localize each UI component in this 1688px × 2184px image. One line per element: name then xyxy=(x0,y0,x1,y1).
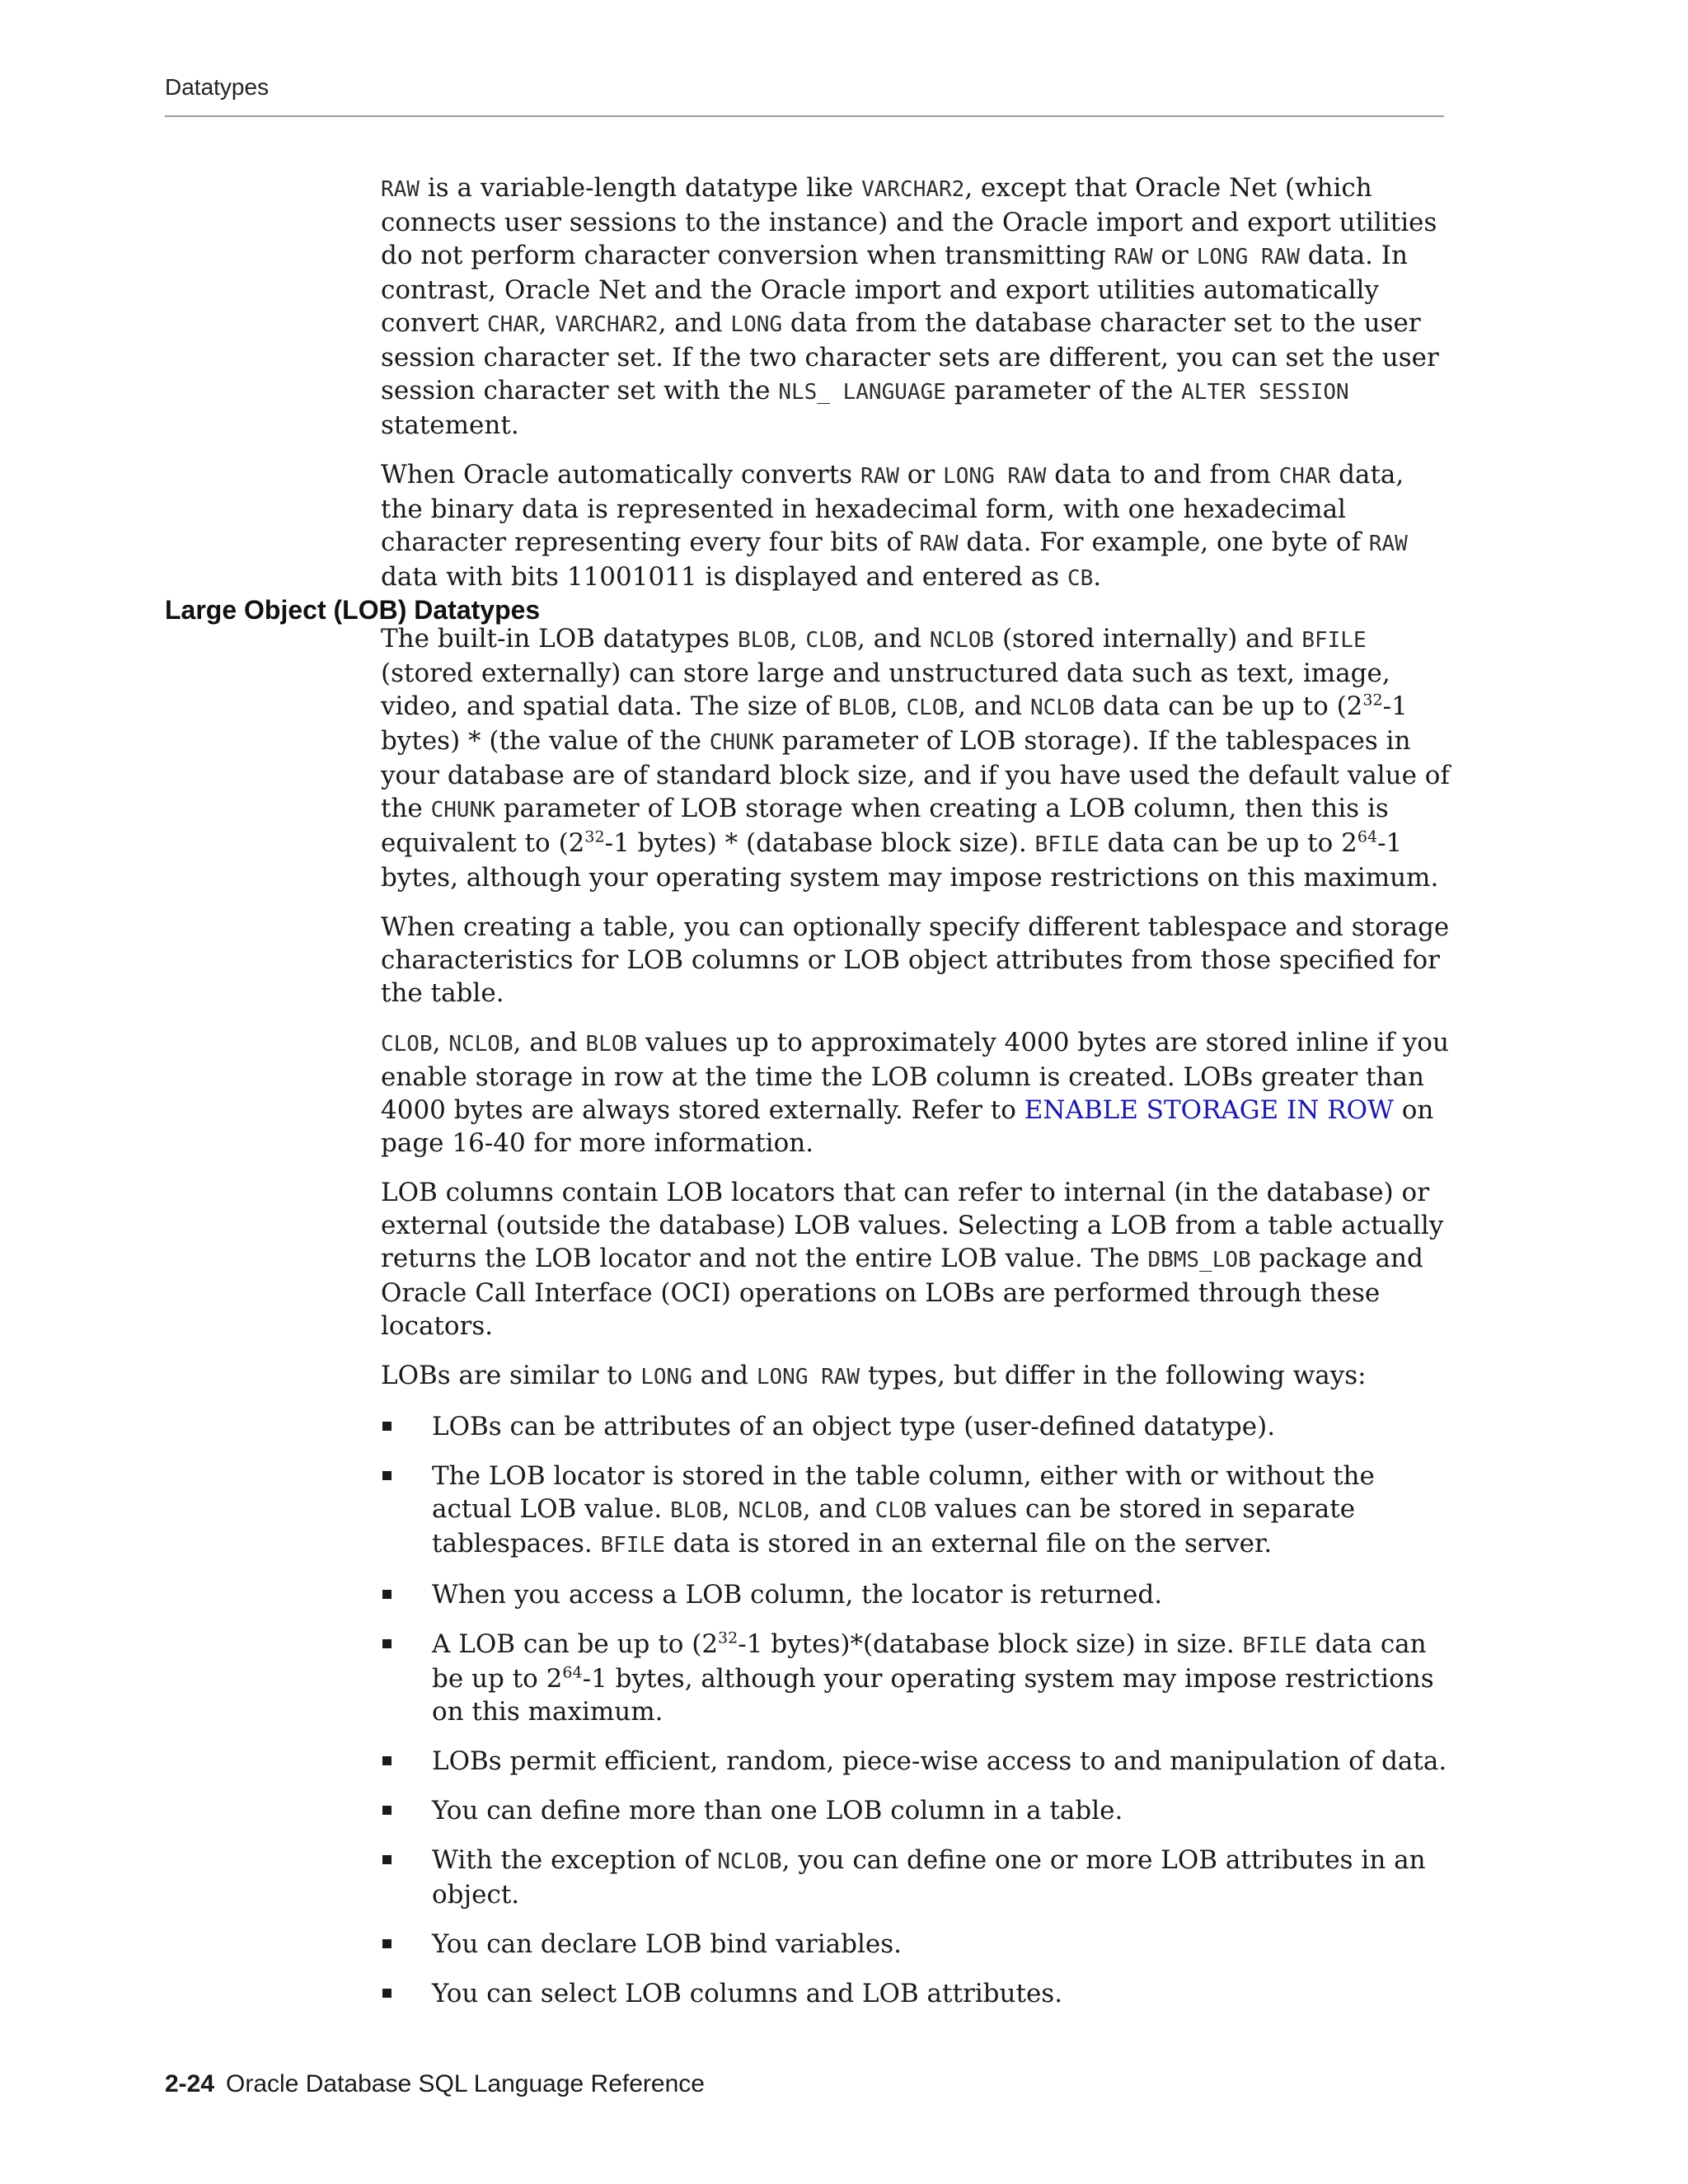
code-term: VARCHAR2 xyxy=(555,312,659,337)
text-run: on page 16-40 for more information. xyxy=(381,1095,1434,1158)
text-run: , you can define one or more LOB attributes in an object. xyxy=(432,1845,1426,1910)
text-run: , xyxy=(889,691,907,721)
text-run: LOBs permit efficient, random, piece-wise access to and manipulation of data. xyxy=(432,1746,1447,1776)
text-run: , xyxy=(721,1494,738,1524)
code-term: CLOB xyxy=(874,1498,927,1523)
text-run: data. In contrast, Oracle Net and the Oracle import and export utilities automatically convert xyxy=(381,241,1408,338)
lob-paragraph-5 xyxy=(381,1359,1452,1394)
text-run: or xyxy=(1152,241,1197,270)
bullet-square-icon xyxy=(382,1422,392,1431)
code-term: ALTER SESSION xyxy=(1181,380,1349,405)
text-run: data can be up to 2 xyxy=(432,1629,1427,1694)
code-term: RAW xyxy=(860,464,899,489)
text-run: You can define more than one LOB column in a table. xyxy=(432,1796,1123,1825)
code-term: LONG xyxy=(640,1365,692,1390)
exponent: 64 xyxy=(1357,827,1378,846)
code-term: VARCHAR2 xyxy=(861,177,965,202)
list-item xyxy=(381,1745,1452,1778)
lob-paragraph-1 xyxy=(381,622,1452,894)
code-term: RAW xyxy=(381,177,420,202)
text-run: data. For example, one byte of xyxy=(958,527,1369,557)
lob-section xyxy=(381,622,1452,2027)
text-run: package and Oracle Call Interface (OCI) operations on LOBs are performed through these locators. xyxy=(381,1244,1423,1341)
header-rule xyxy=(165,115,1444,117)
exponent: 32 xyxy=(584,827,605,846)
bullet-square-icon xyxy=(382,1989,392,1998)
text-run: statement. xyxy=(381,410,519,440)
lob-paragraph-4 xyxy=(381,1176,1452,1343)
code-term: NCLOB xyxy=(1029,696,1095,720)
code-term: CHAR xyxy=(1278,464,1331,489)
text-run: The built-in LOB datatypes xyxy=(381,624,738,654)
exponent: 32 xyxy=(718,1629,738,1647)
text-run: A LOB can be up to (2 xyxy=(432,1629,719,1659)
text-run: data is stored in an external file on the server. xyxy=(664,1529,1273,1558)
text-run: LOB columns contain LOB locators that can refer to internal (in the database) or external (outside the database) LOB values. Selecting a LOB from a table actually returns the LOB locator and not the entire LOB value. The xyxy=(381,1178,1444,1273)
text-run: data can be up to (2 xyxy=(1095,691,1363,721)
code-term: BFILE xyxy=(1301,628,1367,653)
text-run: data, the binary data is represented in hexadecimal form, with one hexadecimal character representing every four bits of xyxy=(381,460,1404,557)
code-term: NCLOB xyxy=(738,1498,803,1523)
text-run: is a variable-length datatype like xyxy=(419,173,862,203)
code-term: LONG RAW xyxy=(943,464,1047,489)
text-run: , xyxy=(789,624,806,654)
code-term: BFILE xyxy=(600,1533,665,1558)
list-item xyxy=(381,1928,1452,1961)
text-run: -1 bytes, although your operating system may impose restrictions on this maximum. xyxy=(432,1664,1434,1727)
code-term: BLOB xyxy=(670,1498,722,1523)
list-item xyxy=(381,1628,1452,1728)
code-term: CHUNK xyxy=(709,730,775,755)
text-run: types, but differ in the following ways: xyxy=(860,1361,1367,1390)
code-term: RAW xyxy=(1368,532,1408,556)
code-term: DBMS_LOB xyxy=(1147,1248,1251,1272)
text-run: You can declare LOB bind variables. xyxy=(432,1929,903,1959)
text-run: When you access a LOB column, the locator is returned. xyxy=(432,1580,1163,1610)
text-run: , and xyxy=(958,691,1030,721)
text-run: data to and from xyxy=(1046,460,1279,490)
raw-paragraph-1 xyxy=(381,171,1452,442)
bullet-square-icon xyxy=(382,1639,392,1648)
text-run: data with bits 11001011 is displayed and entered as xyxy=(381,562,1067,592)
lob-paragraph-2: When creating a table, you can optionally specify different tablespace and storage characteristics for LOB columns or LOB object attributes from those specified for the table. xyxy=(381,912,1450,1008)
raw-paragraph-2 xyxy=(381,458,1452,595)
text-run: data can be up to 2 xyxy=(1099,828,1357,858)
text-run: parameter of LOB storage when creating a LOB column, then this is equivalent to (2 xyxy=(381,794,1389,858)
enable-storage-in-row-link[interactable]: ENABLE STORAGE IN ROW xyxy=(1024,1095,1394,1125)
text-run: The LOB locator is stored in the table column, either with or without the actual LOB value. xyxy=(432,1461,1375,1524)
running-head: Datatypes xyxy=(165,74,270,100)
code-term: LONG RAW xyxy=(1196,245,1300,269)
code-term: NCLOB xyxy=(929,628,995,653)
text-run: LOBs can be attributes of an object type (user-defined datatype). xyxy=(432,1412,1276,1441)
text-run: -1 bytes)*(database block size) in size. xyxy=(738,1629,1243,1659)
code-term: BLOB xyxy=(585,1032,638,1057)
code-term: CLOB xyxy=(805,628,857,653)
code-term: CHAR xyxy=(486,312,539,337)
bullet-square-icon xyxy=(382,1806,392,1815)
page-footer xyxy=(165,2070,705,2098)
text-run: , and xyxy=(856,624,930,654)
bullet-square-icon xyxy=(382,1939,392,1948)
bullet-square-icon xyxy=(382,1471,392,1480)
text-run: or xyxy=(898,460,944,490)
code-term: CLOB xyxy=(381,1032,433,1057)
text-run: -1 bytes) * (the value of the xyxy=(381,691,1408,756)
text-run: , and xyxy=(802,1494,875,1524)
code-term: CLOB xyxy=(906,696,959,720)
text-run: With the exception of xyxy=(432,1845,718,1875)
text-run: , and xyxy=(513,1028,586,1057)
exponent: 32 xyxy=(1362,691,1383,710)
text-run: You can select LOB columns and LOB attributes. xyxy=(432,1979,1063,2008)
list-item xyxy=(381,1794,1452,1827)
text-run: . xyxy=(1093,562,1102,592)
code-term: NCLOB xyxy=(717,1849,782,1874)
text-run: , xyxy=(538,308,556,338)
text-run: , and xyxy=(658,308,731,338)
exponent: 64 xyxy=(562,1663,583,1682)
text-run: , xyxy=(432,1028,449,1057)
text-run: parameter of the xyxy=(945,376,1182,405)
section-heading-lob: Large Object (LOB) Datatypes xyxy=(165,595,541,625)
list-item xyxy=(381,1410,1452,1443)
bullet-square-icon xyxy=(382,1756,392,1765)
text-run: When Oracle automatically converts xyxy=(381,460,860,490)
list-item xyxy=(381,1977,1452,2010)
bullet-square-icon xyxy=(382,1590,392,1599)
bullet-square-icon xyxy=(382,1855,392,1864)
list-item xyxy=(381,1578,1452,1611)
text-run: , except that Oracle Net (which connects user sessions to the instance) and the Oracle import and export utilities do not perform character conversion when transmitting xyxy=(381,173,1437,270)
code-term: LONG RAW xyxy=(756,1365,860,1390)
text-run: parameter of LOB storage). If the tablespaces in your database are of standard block size, and if you have used the default value of the xyxy=(381,726,1450,823)
lob-paragraph-3 xyxy=(381,1026,1452,1160)
text-run: LOBs are similar to xyxy=(381,1361,641,1390)
raw-section xyxy=(381,171,1452,612)
code-term: CB xyxy=(1067,566,1094,591)
text-run: and xyxy=(692,1361,757,1390)
text-run: values can be stored in separate tablespaces. xyxy=(432,1494,1356,1558)
book-title: Oracle Database SQL Language Reference xyxy=(226,2070,705,2097)
code-term: RAW xyxy=(1114,245,1153,269)
code-term: NCLOB xyxy=(448,1032,513,1057)
code-term: RAW xyxy=(919,532,959,556)
lob-differences-list xyxy=(381,1410,1452,2010)
code-term: NLS_ LANGUAGE xyxy=(778,380,946,405)
code-term: CHUNK xyxy=(430,798,495,823)
text-run: -1 bytes) * (database block size). xyxy=(604,828,1035,858)
code-term: BLOB xyxy=(737,628,790,653)
text-run: -1 bytes, although your operating system may impose restrictions on this maximum. xyxy=(381,828,1439,893)
list-item xyxy=(381,1844,1452,1911)
text-run: data from the database character set to the user session character set. If the two character sets are different, you can set the user session character set with the xyxy=(381,308,1439,405)
list-item xyxy=(381,1460,1452,1562)
code-term: BFILE xyxy=(1242,1633,1307,1658)
text-run: values up to approximately 4000 bytes are stored inline if you enable storage in row at the time the LOB column is created. LOBs greater than 4000 bytes are always stored externally. Refer to xyxy=(381,1028,1449,1125)
code-term: BLOB xyxy=(838,696,890,720)
page-number: 2-24 xyxy=(165,2070,215,2097)
code-term: BFILE xyxy=(1034,832,1100,857)
text-run: (stored internally) and xyxy=(994,624,1302,654)
code-term: LONG xyxy=(730,312,783,337)
text-run: (stored externally) can store large and unstructured data such as text, image, video, and spatial data. The size of xyxy=(381,658,1390,721)
